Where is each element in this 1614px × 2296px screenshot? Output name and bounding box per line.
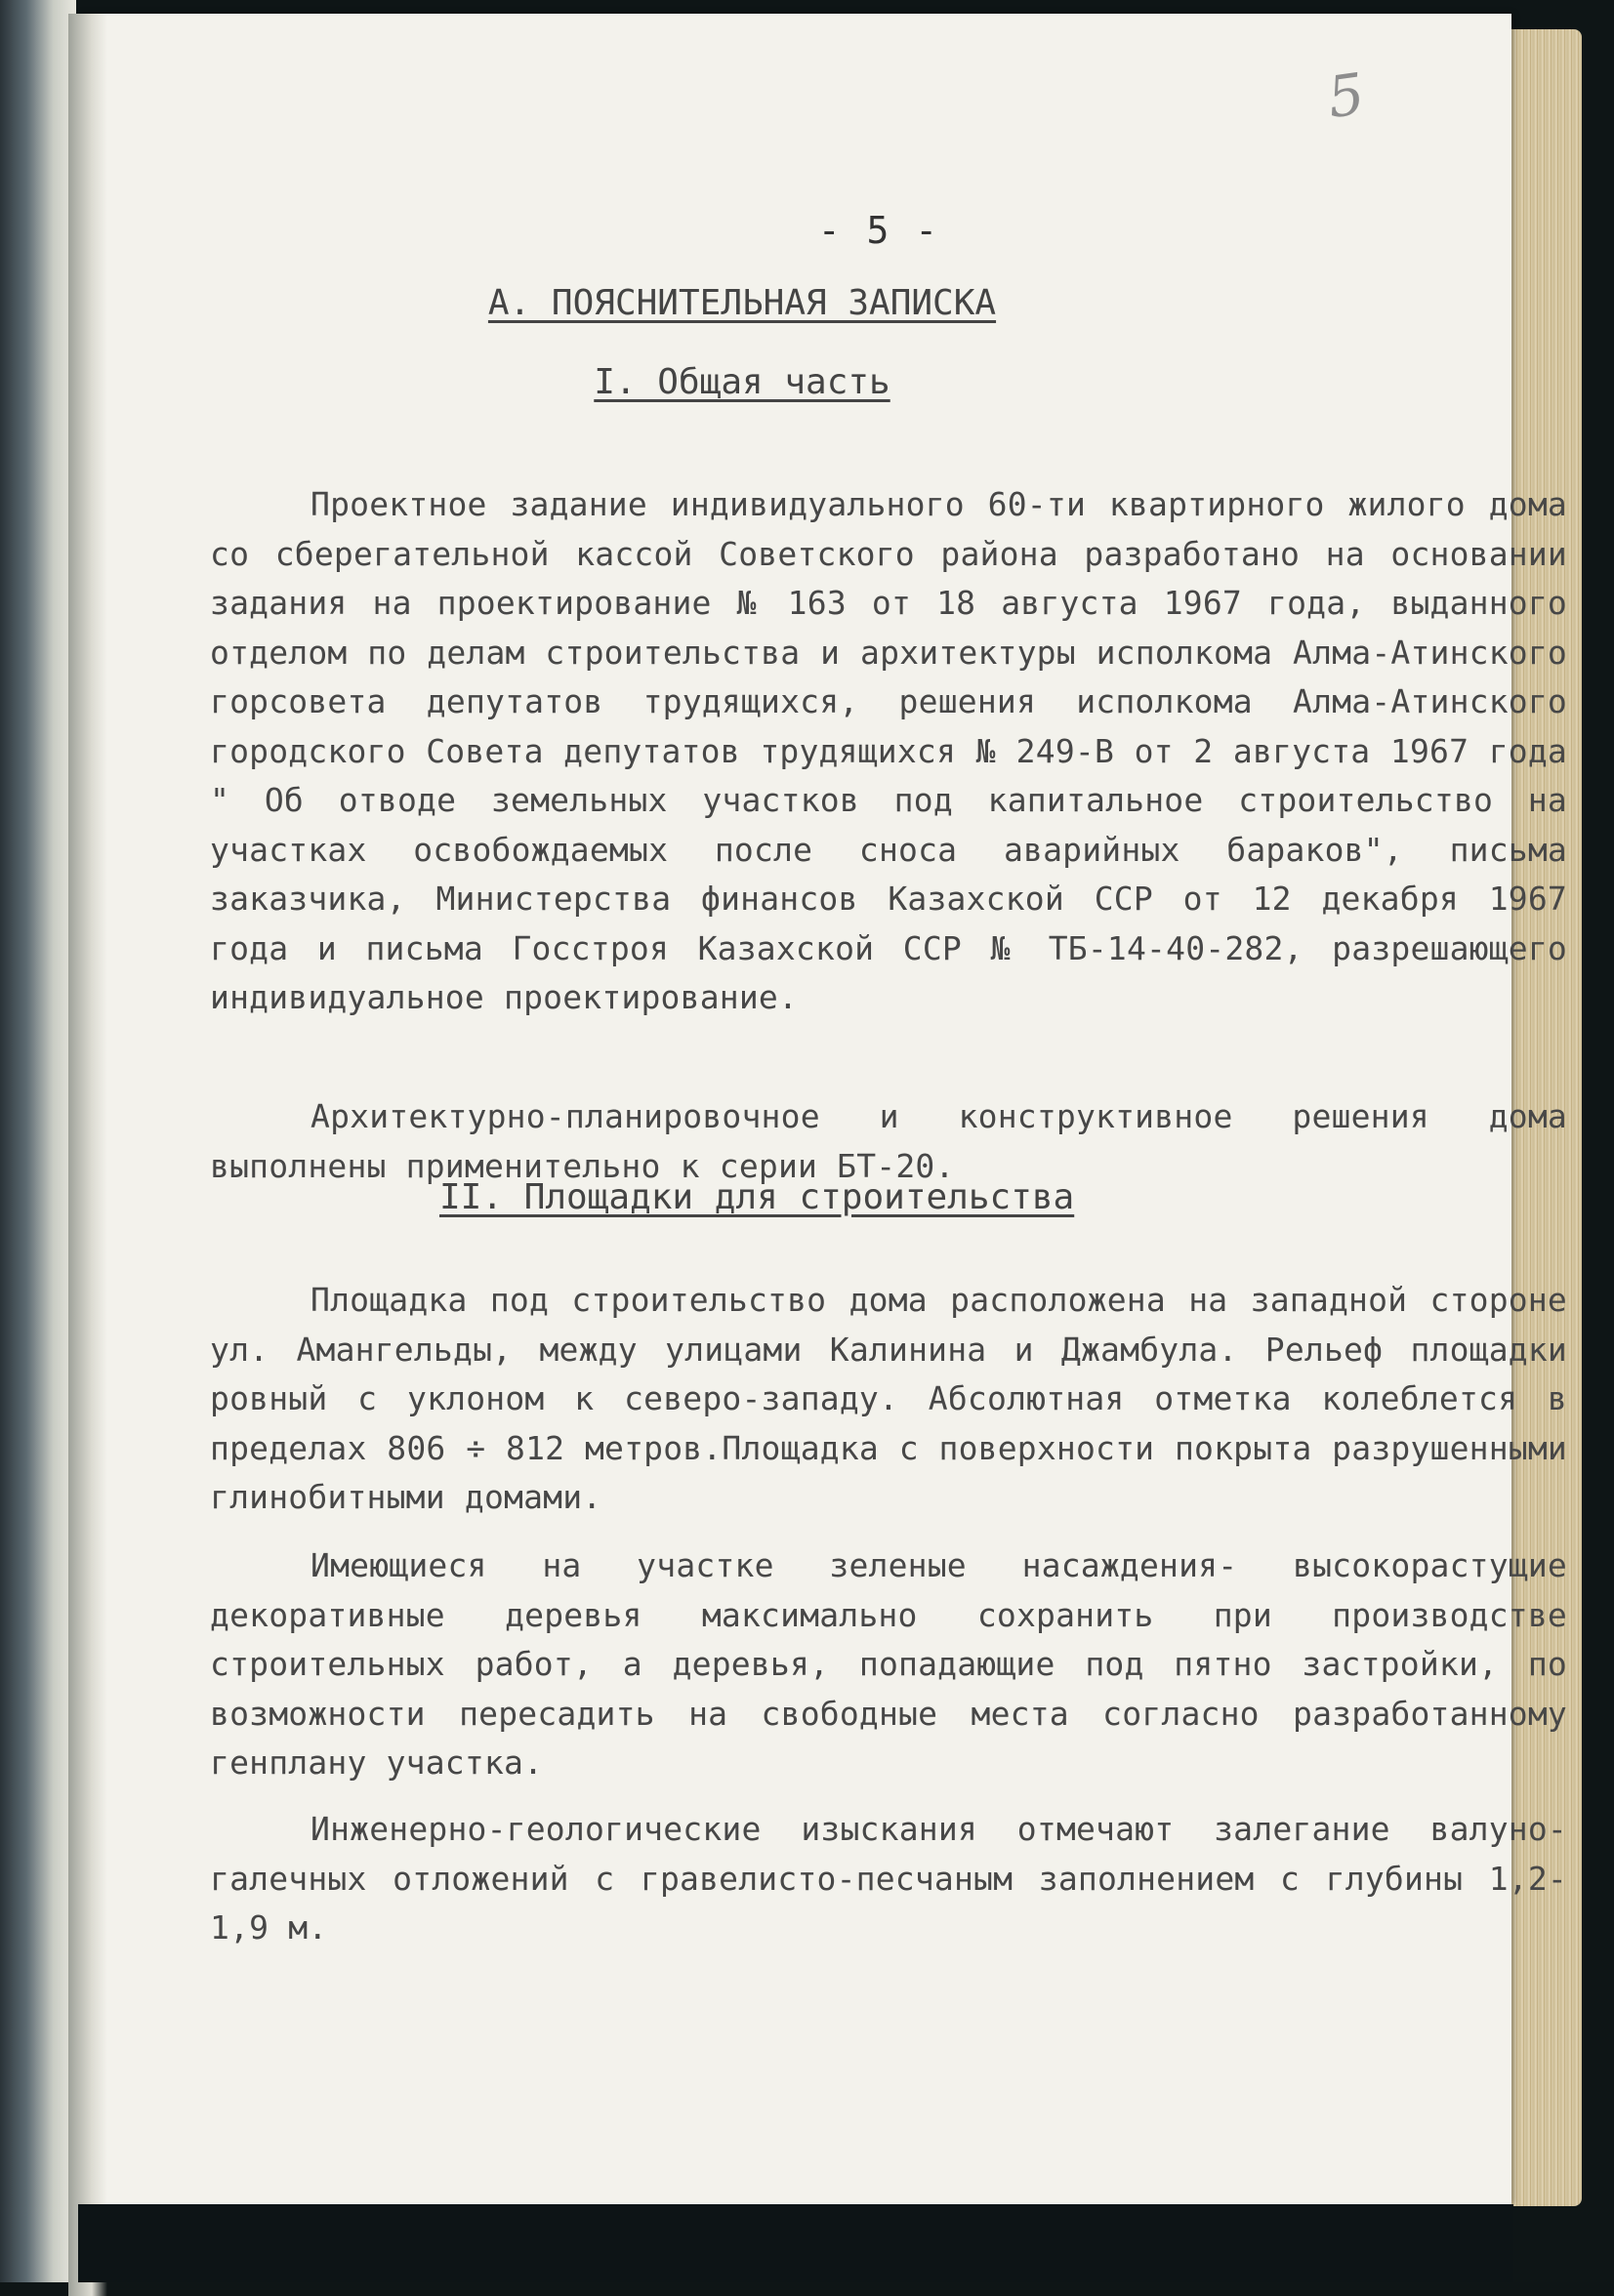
main-heading: А. ПОЯСНИТЕЛЬНАЯ ЗАПИСКА	[487, 283, 997, 323]
handwritten-page-mark: 5	[1323, 60, 1369, 132]
previous-page-edge	[0, 0, 76, 2282]
section-2-paragraph-2: Имеющиеся на участке зеленые насаждения- высокорастущие декоративные деревья максимально сохранить при производстве строительных работ, а деревья, попадающие под пятно застройки, по возможности пересадить на свободные места согласно разработанному генплану участка.	[210, 1546, 1567, 1782]
section-1-paragraph-1: Проектное задание индивидуального 60-ти квартирного жилого дома со сберегательной кассой Советского района разработано на основании задания на проектирование № 163 от 18 августа 1967 года, выданного отделом по делам строительства и архитектуры исполкома Алма-Атинского горсовета депутатов трудящихся, решения исполкома Алма-Атинского городского Совета депутатов трудящихся № 249-В от 2 августа 1967 года " Об отводе земельных участков под капитальное строительство на участках освобождаемых после сноса аварийных бараков", письма заказчика, Министерства финансов Казахской ССР от 12 декабря 1967 года и письма Госстроя Казахской ССР № ТБ-14-40-282, разрешающего индивидуальное проектирование.	[210, 485, 1567, 1016]
section-2-paragraph-1: Площадка под строительство дома расположена на западной стороне ул. Амангельды, между улицами Калинина и Джамбула. Рельеф площадки ровный с уклоном к северо-западу. Абсолютная отметка колеблется в пределах 806 ÷ 812 метров.Площадка с поверхности покрыта разрушенными глинобитными домами.	[210, 1281, 1567, 1516]
page-content	[78, 14, 1567, 2204]
scanner-bed-bottom	[78, 2204, 1513, 2282]
page-number: - 5 -	[817, 209, 940, 252]
section-1-heading: I. Общая часть	[594, 362, 890, 402]
section-2-heading: II. Площадки для строительства	[439, 1177, 1075, 1217]
section-1-paragraph-2: Архитектурно-планировочное и конструктивное решения дома выполнены применительно к серии БТ-20.	[210, 1097, 1567, 1185]
section-2-paragraph-3: Инженерно-геологические изыскания отмечают залегание валуно-галечных отложений с гравелисто-песчаным заполнением с глубины 1,2-1,9 м.	[210, 1810, 1567, 1947]
document-page	[78, 14, 1567, 2204]
